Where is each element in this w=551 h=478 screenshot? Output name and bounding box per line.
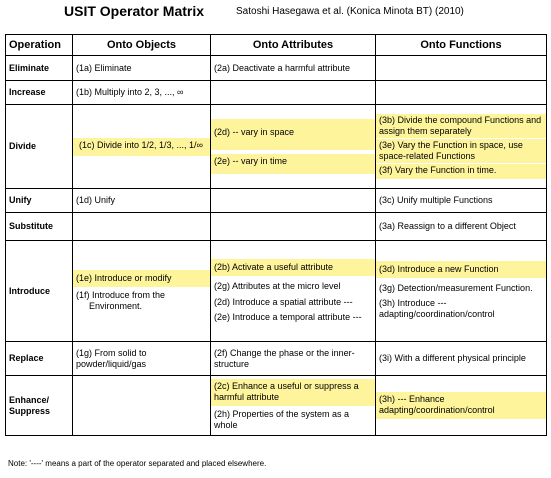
operator-item: (3i) With a different physical principle: [379, 353, 526, 363]
operation-label: Replace: [6, 342, 73, 376]
row-replace: [6, 342, 547, 376]
cell-functions: [376, 241, 547, 342]
author-credit: Satoshi Hasegawa et al. (Konica Minota BT) (2010): [236, 6, 464, 17]
operator-item: (3d) Introduce a new Function: [376, 261, 546, 278]
cell-objects: [73, 105, 211, 189]
operation-label: Unify: [6, 189, 73, 213]
row-enhance-suppress: [6, 376, 547, 436]
row-introduce: [6, 241, 547, 342]
operator-item: (2e) -- vary in time: [211, 154, 375, 174]
cell-attributes: [211, 105, 376, 189]
operator-item: (3f) Vary the Function in time.: [376, 163, 546, 179]
operator-item: (2b) Activate a useful attribute: [211, 259, 375, 276]
cell-attributes: [211, 376, 376, 436]
cell-attributes: [211, 241, 376, 342]
cell-objects: [73, 376, 211, 436]
operator-item: (1c) Divide into 1/2, 1/3, ..., 1/∞: [73, 138, 210, 156]
row-increase: [6, 81, 547, 105]
operator-item: (1d) Unify: [76, 195, 116, 205]
cell-functions: [376, 342, 547, 376]
operator-item: (2g) Attributes at the micro level: [214, 280, 341, 291]
operator-item: (3g) Detection/measurement Function.: [379, 283, 533, 293]
operator-item: (2h) Properties of the system as a whole: [214, 409, 350, 430]
cell-objects: [73, 241, 211, 342]
cell-objects: [73, 342, 211, 376]
cell-attributes: [211, 189, 376, 213]
operator-item: (2e) Introduce a temporal attribute ---: [214, 311, 362, 322]
footnote: Note: '----' means a part of the operator separated and placed elsewhere.: [8, 459, 267, 468]
operator-item: (3h) Introduce --- adapting/coordination/control: [379, 298, 495, 319]
operation-label: Substitute: [6, 213, 73, 241]
row-substitute: [6, 213, 547, 241]
operator-item: (3c) Unify multiple Functions: [379, 195, 493, 205]
operator-item: (1b) Multiply into 2, 3, ..., ∞: [76, 87, 184, 97]
page-title: USIT Operator Matrix: [64, 3, 205, 19]
cell-functions: [376, 56, 547, 81]
operator-item: (2c) Enhance a useful or suppress a harmful attribute: [211, 379, 375, 406]
header-onto-attributes: Onto Attributes: [211, 35, 376, 56]
cell-functions: [376, 105, 547, 189]
header-row: [6, 35, 547, 56]
operation-label: Introduce: [6, 241, 73, 342]
cell-attributes: [211, 213, 376, 241]
row-eliminate: [6, 56, 547, 81]
cell-attributes: [211, 342, 376, 376]
operator-item: (3b) Divide the compound Functions and assign them separately: [376, 114, 546, 138]
row-divide: [6, 105, 547, 189]
cell-objects: [73, 189, 211, 213]
operator-item: (2a) Deactivate a harmful attribute: [214, 62, 351, 73]
cell-attributes: [211, 81, 376, 105]
operation-label: Enhance/ Suppress: [6, 376, 73, 436]
operator-item: (2d) Introduce a spatial attribute ---: [214, 296, 353, 307]
cell-functions: [376, 81, 547, 105]
cell-objects: [73, 56, 211, 81]
operator-item: (1e) Introduce or modify: [73, 270, 210, 287]
operation-label: Increase: [6, 81, 73, 105]
operation-label: Eliminate: [6, 56, 73, 81]
cell-functions: [376, 213, 547, 241]
operator-item: (1a) Eliminate: [76, 62, 132, 73]
operator-item: (1f) Introduce from the Environment.: [76, 289, 166, 311]
row-unify: [6, 189, 547, 213]
operator-item: (2d) -- vary in space: [211, 119, 375, 150]
operator-matrix-table: [5, 34, 547, 436]
operator-item: (3h) --- Enhance adapting/coordination/control: [376, 392, 546, 419]
cell-functions: [376, 376, 547, 436]
header-operation: Operation: [6, 35, 73, 56]
cell-objects: [73, 81, 211, 105]
operator-item: (3a) Reassign to a different Object: [379, 221, 516, 231]
operator-item: (1g) From solid to powder/liquid/gas: [76, 347, 147, 369]
operator-item: (2f) Change the phase or the inner-structure: [214, 347, 355, 369]
cell-attributes: [211, 56, 376, 81]
operation-label: Divide: [6, 105, 73, 189]
operator-item: (3e) Vary the Function in space, use space-related Functions: [376, 138, 546, 163]
cell-functions: [376, 189, 547, 213]
header-onto-functions: Onto Functions: [376, 35, 547, 56]
cell-objects: [73, 213, 211, 241]
header-onto-objects: Onto Objects: [73, 35, 211, 56]
